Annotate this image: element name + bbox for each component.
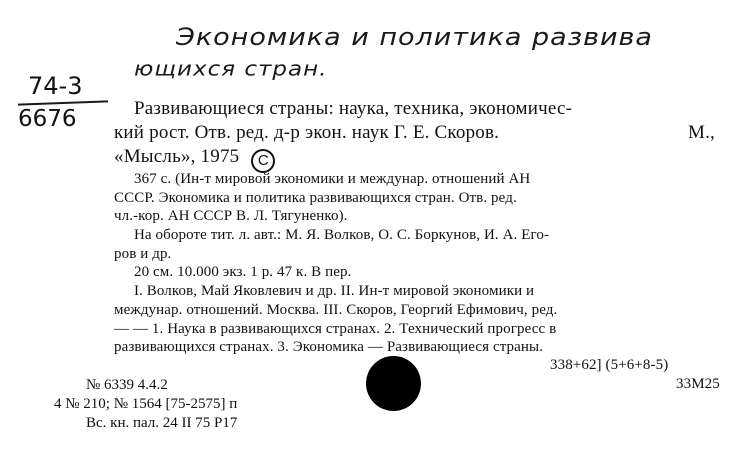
description-line-3: чл.-кор. АН СССР В. Л. Тягуненко).: [114, 208, 348, 224]
copyright-icon: C: [251, 149, 275, 173]
card-printing: Вс. кн. пал. 24 II 75 Р17: [86, 415, 238, 431]
shelf-mark-bottom: 6676: [18, 106, 77, 132]
author-mark: 33М25: [676, 376, 720, 392]
main-entry-line-1: Развивающиеся страны: наука, техника, экономичес-: [134, 98, 573, 119]
punch-hole: [366, 356, 421, 411]
description-line-8: междунар. отношений. Москва. III. Скоров, Георгий Ефимович, ред.: [114, 302, 558, 318]
handwritten-title-line-2: ющихся стран.: [134, 57, 328, 81]
shelf-mark-divider: [18, 100, 108, 105]
description-line-7: I. Волков, Май Яковлевич и др. II. Ин-т мировой экономики и: [134, 283, 535, 299]
classification-code: 338+62] (5+6+8-5): [550, 357, 669, 373]
card-number: № 6339 4.4.2: [86, 377, 168, 393]
description-line-9: — — 1. Наука в развивающихся странах. 2. Технический прогресс в: [114, 321, 557, 337]
description-line-2: СССР. Экономика и политика развивающихся стран. Отв. ред.: [114, 190, 517, 206]
shelf-mark-top: 74-3: [28, 72, 83, 100]
main-entry-line-2: кий рост. Отв. ред. д-р экон. наук Г. Е. Скоров.: [114, 122, 500, 143]
card-order: 4 № 210; № 1564 [75-2575] п: [54, 396, 238, 412]
description-line-10: развивающихся странах. 3. Экономика — Развивающиеся страны.: [114, 339, 544, 355]
publisher-year: «Мысль», 1975: [114, 146, 240, 167]
handwritten-title-line-1: Экономика и политика развива: [176, 23, 653, 52]
main-entry-place: М.,: [688, 122, 715, 143]
description-line-4: На обороте тит. л. авт.: М. Я. Волков, О. С. Боркунов, И. А. Его-: [134, 227, 550, 243]
description-line-5: ров и др.: [114, 246, 172, 262]
description-line-1: 367 с. (Ин-т мировой экономики и междунар. отношений АН: [134, 171, 531, 187]
main-entry-line-3: [114, 146, 275, 173]
description-line-6: 20 см. 10.000 экз. 1 р. 47 к. В пер.: [134, 264, 352, 280]
